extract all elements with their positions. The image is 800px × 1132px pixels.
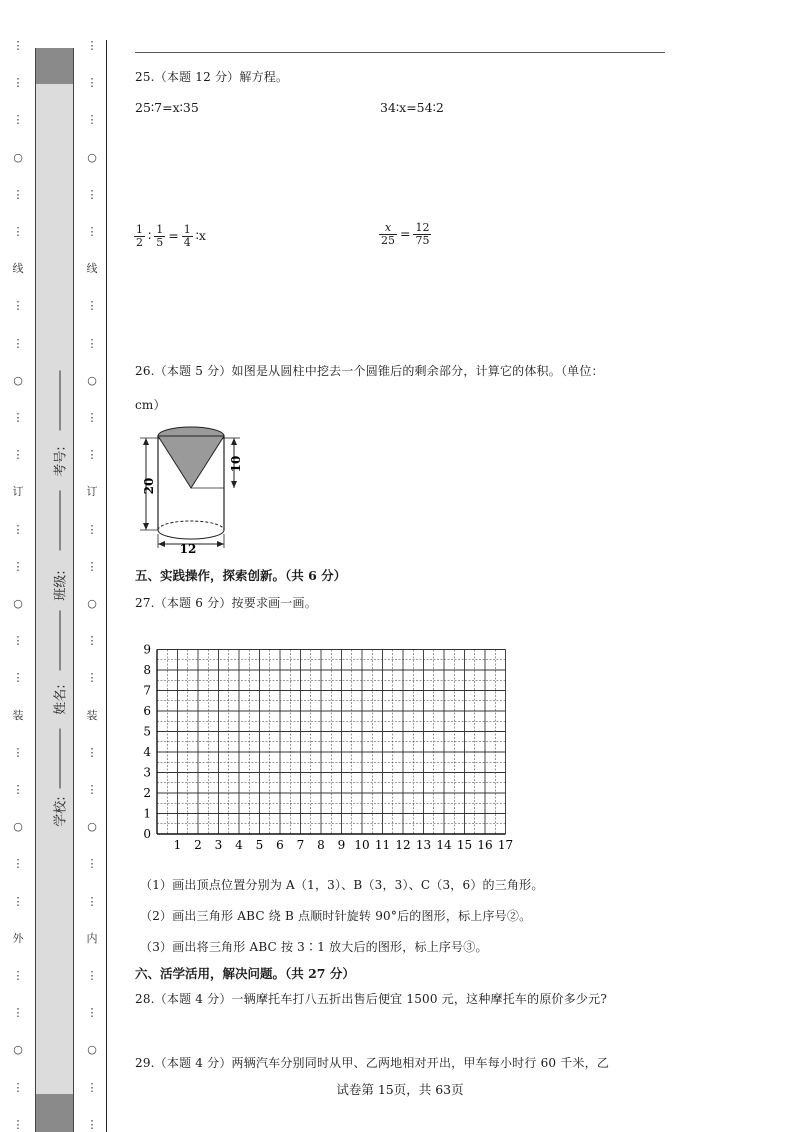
x-tick-label: 1 [173, 838, 182, 852]
q27-sub1: （1）画出顶点位置分别为 A（1，3）、B（3，3）、C（3，6）的三角形。 [140, 878, 544, 892]
frac-12-75 [414, 222, 430, 247]
q25-eq3 [135, 224, 206, 249]
equals-sign: = [168, 228, 179, 243]
cone-depth-label: 10 [229, 455, 243, 473]
y-tick-label: 6 [143, 704, 151, 718]
outer-mark-zhuang: 装 [12, 708, 24, 722]
x-tick-label: 8 [317, 838, 325, 852]
inner-mark-nei: 内 [86, 931, 98, 945]
frac-den: 25 [381, 234, 395, 247]
frac-num: 12 [415, 221, 430, 234]
inner-mark-zhuang: 装 [86, 708, 98, 722]
q26-title-line1: 26.（本题 5 分）如图是从圆柱中挖去一个圆锥后的剩余部分，计算它的体积。（单位： [135, 364, 604, 378]
frac-num: 1 [183, 223, 191, 236]
field-line-kaohao[interactable] [60, 371, 61, 431]
x-tick-label: 15 [456, 838, 473, 852]
y-tick-label: 0 [143, 827, 151, 841]
field-label-kaohao: 考号: [53, 446, 69, 477]
q27-title: 27.（本题 6 分）按要求画一画。 [135, 596, 317, 610]
x-tick-label: 5 [255, 838, 264, 852]
y-tick-label: 5 [143, 724, 151, 739]
x-tick-label: 3 [214, 838, 223, 852]
x-tick-label: 11 [374, 838, 391, 852]
q25-title: 25.（本题 12 分）解方程。 [135, 70, 289, 84]
field-label-xuexiao: 学校: [53, 796, 69, 827]
x-tick-label: 9 [337, 838, 346, 852]
height-label: 20 [142, 477, 156, 495]
q25-eq4 [380, 222, 430, 247]
q29-text: 29.（本题 4 分）两辆汽车分别同时从甲、乙两地相对开出，甲车每小时行 60 千米，乙 [135, 1056, 610, 1070]
inner-mark-xian: 线 [86, 262, 98, 276]
frac-half [135, 224, 144, 249]
x-tick-label: 2 [194, 838, 202, 852]
x-tick-label: 17 [497, 838, 514, 852]
outer-dotted-cut-line: ⋮ ⋮ ⋮ ○ ⋮ ⋮ 线 ⋮ ⋮ ○ ⋮ ⋮ 订 ⋮ ⋮ ○ ⋮ ⋮ 装 ⋮ ⋮ ○ ⋮ ⋮ 外 ⋮ ⋮ ○ ⋮ ⋮ [12, 39, 24, 1131]
q27-sub3: （3）画出将三角形 ABC 按 3∶1 放大后的图形，标上序号③。 [140, 940, 488, 954]
y-tick-label: 4 [143, 745, 151, 759]
y-tick-label: 9 [143, 642, 151, 657]
x-tick-label: 13 [415, 838, 432, 852]
x-tick-label: 14 [436, 838, 452, 852]
frac-num: x [384, 221, 392, 234]
diameter-label: 12 [179, 542, 197, 555]
outer-mark-ding: 订 [12, 485, 24, 499]
field-line-xuexiao[interactable] [60, 729, 61, 789]
band-bottom-block [36, 1094, 73, 1132]
margin-border-line [106, 40, 107, 1132]
page-footer: 试卷第 15页，共 63页 [336, 1082, 464, 1097]
field-label-xingming: 姓名: [53, 684, 69, 715]
field-label-banji: 班级: [53, 570, 69, 601]
equals-sign: = [399, 226, 411, 241]
q26-title-line2: cm） [135, 398, 166, 412]
q28-text: 28.（本题 4 分）一辆摩托车打八五折出售后便宜 1500 元，这种摩托车的原价多少元? [135, 992, 607, 1006]
ratio-sign: ∶ [147, 228, 152, 243]
x-tick-label: 12 [395, 838, 411, 852]
frac-den: 5 [156, 236, 164, 249]
frac-fifth [155, 224, 164, 249]
frac-den: 2 [136, 236, 143, 249]
section6-heading: 六、活学活用，解决问题。（共 27 分） [135, 966, 355, 981]
inner-dotted-seal-line: ⋮ ⋮ ⋮ ○ ⋮ ⋮ 线 ⋮ ⋮ ○ ⋮ ⋮ 订 ⋮ ⋮ ○ ⋮ ⋮ 装 ⋮ ⋮ ○ ⋮ ⋮ 内 ⋮ ⋮ ○ ⋮ ⋮ [86, 39, 98, 1131]
field-line-banji[interactable] [60, 491, 61, 551]
x-tick-label: 7 [296, 838, 305, 852]
band-top-block [36, 48, 73, 84]
x-tick-label: 16 [477, 838, 493, 852]
y-tick-label: 8 [143, 663, 151, 677]
frac-den: 4 [183, 236, 191, 249]
x-tick-label: 4 [235, 838, 243, 852]
frac-den: 75 [415, 234, 430, 247]
inner-mark-ding: 订 [86, 485, 98, 499]
x-tick-label: 6 [276, 838, 284, 852]
section5-heading: 五、实践操作，探索创新。（共 6 分） [135, 568, 347, 583]
y-tick-label: 7 [143, 683, 151, 698]
frac-num: 1 [136, 223, 143, 236]
frac-x-25 [380, 222, 396, 247]
y-tick-label: 3 [143, 765, 151, 780]
frac-quarter [183, 224, 192, 249]
q27-sub2: （2）画出三角形 ABC 绕 B 点顺时针旋转 90°后的图形，标上序号②。 [140, 909, 532, 923]
q25-eq1: 25∶7=x∶35 [135, 100, 199, 115]
q25-eq2: 34∶x=54∶2 [380, 100, 444, 115]
header-rule [135, 52, 665, 53]
y-tick-label: 2 [143, 786, 151, 800]
x-tick-label: 10 [354, 838, 370, 852]
frac-num: 1 [156, 223, 164, 236]
y-tick-label: 1 [143, 806, 151, 821]
outer-mark-wai: 外 [12, 931, 24, 945]
field-line-xingming[interactable] [60, 611, 61, 671]
eq-tail: ∶x [195, 228, 206, 243]
cylinder-cone-figure [132, 420, 252, 555]
outer-mark-xian: 线 [12, 262, 24, 276]
coordinate-grid [135, 638, 525, 853]
